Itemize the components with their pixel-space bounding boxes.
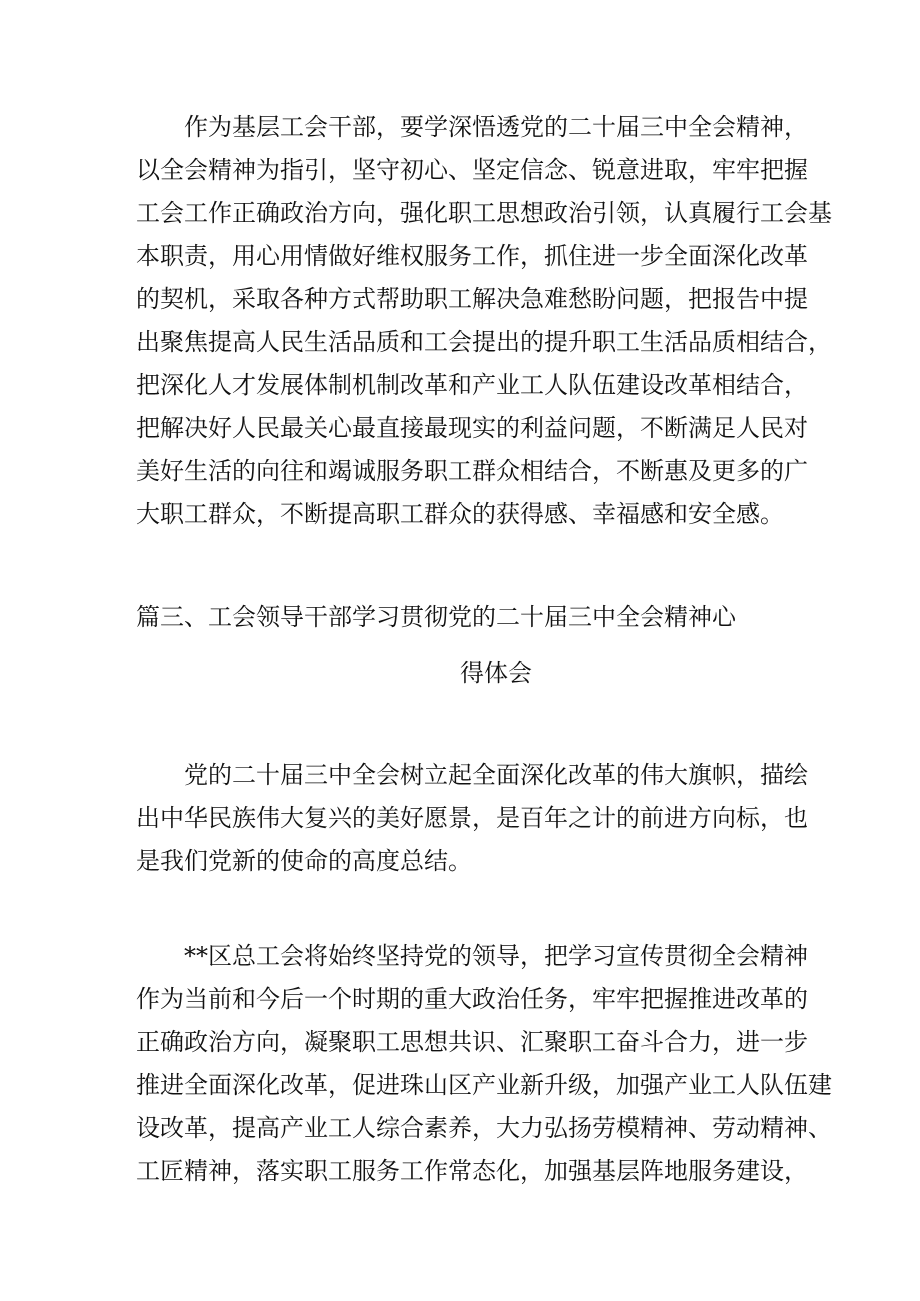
paragraph-line: 推进全面深化改革，促进珠山区产业新升级，加强产业工人队伍建: [136, 1071, 832, 1099]
paragraph-plenum: [136, 754, 808, 883]
paragraph-line: 设改革，提高产业工人综合素养，大力弘扬劳模精神、劳动精神、: [136, 1114, 832, 1142]
heading-line: 篇三、工会领导干部学习贯彻党的二十届三中全会精神心: [136, 603, 736, 631]
paragraph-line: 的契机，采取各种方式帮助职工解决急难愁盼问题，把报告中提: [136, 285, 808, 313]
paragraph-line: 工匠精神，落实职工服务工作常态化，加强基层阵地服务建设，: [136, 1157, 808, 1185]
paragraph-line: 出中华民族伟大复兴的美好愿景，是百年之计的前进方向标，也: [136, 804, 808, 832]
paragraph-line: 把解决好人民最关心最直接最现实的利益问题，不断满足人民对: [136, 414, 808, 442]
paragraph-line: 工会工作正确政治方向，强化职工思想政治引领，认真履行工会基: [136, 199, 832, 227]
paragraph-line: 把深化人才发展体制机制改革和产业工人队伍建设改革相结合，: [136, 371, 808, 399]
paragraph-line: 本职责，用心用情做好维权服务工作，抓住进一步全面深化改革: [136, 242, 808, 270]
paragraph-line: 以全会精神为指引，坚守初心、坚定信念、锐意进取，牢牢把握: [136, 156, 808, 184]
paragraph-line: 大职工群众，不断提高职工群众的获得感、幸福感和安全感。: [136, 500, 784, 528]
paragraph-line: 出聚焦提高人民生活品质和工会提出的提升职工生活品质相结合，: [136, 328, 832, 356]
paragraph-union-cadre: [136, 106, 832, 536]
document-page: [136, 0, 832, 1301]
paragraph-line: 是我们党新的使命的高度总结。: [136, 847, 472, 875]
paragraph-line: 正确政治方向，凝聚职工思想共识、汇聚职工奋斗合力，进一步: [136, 1028, 808, 1056]
paragraph-line: 作为基层工会干部，要学深悟透党的二十届三中全会精神，: [184, 113, 808, 141]
paragraph-line: 党的二十届三中全会树立起全面深化改革的伟大旗帜，描绘: [184, 761, 808, 789]
paragraph-line: 作为当前和今后一个时期的重大政治任务，牢牢把握推进改革的: [136, 985, 808, 1013]
paragraph-line: 美好生活的向往和竭诚服务职工群众相结合，不断惠及更多的广: [136, 457, 808, 485]
paragraph-line: **区总工会将始终坚持党的领导，把学习宣传贯彻全会精神: [184, 942, 808, 970]
paragraph-district-union: [136, 935, 832, 1193]
heading-line: 得体会: [460, 659, 532, 687]
